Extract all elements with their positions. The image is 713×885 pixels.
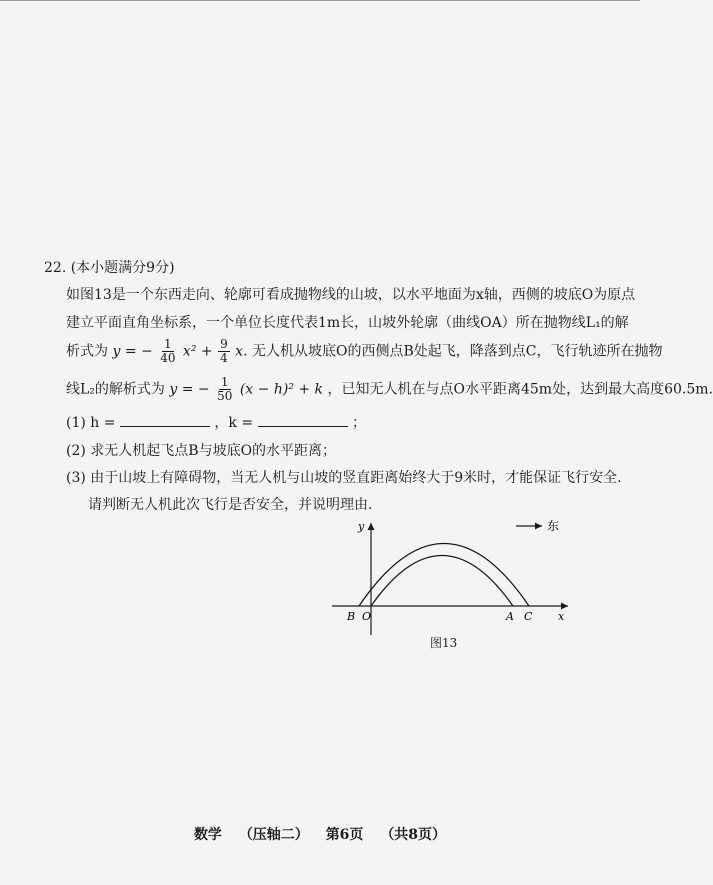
top-border [0, 0, 640, 1]
part-3-line-1: (3) 由于山坡上有障碍物，当无人机与山坡的竖直距离始终大于9米时，才能保证飞行安全. [66, 470, 622, 486]
flight-parabola-l2 [359, 544, 529, 607]
figure-caption: 图13 [430, 636, 458, 650]
point-o-label: O [362, 610, 372, 623]
answer-blank-k[interactable] [258, 414, 348, 427]
x-axis-label: x [558, 610, 565, 623]
stem-line-2: 建立平面直角坐标系，一个单位长度代表1m长，山坡外轮廓（曲线OA）所在抛物线L₁的解 [66, 315, 629, 331]
equation-l1-part-b: x² + [182, 343, 213, 360]
stem-line-4 [66, 376, 713, 403]
fraction-denominator: 40 [160, 351, 176, 365]
stem-line-4-post: ，已知无人机在与点O水平距离45m处，达到最大高度60.5m. [327, 381, 713, 398]
fraction-1-50 [215, 376, 234, 403]
fraction-1-40 [158, 338, 177, 365]
part-1 [66, 412, 366, 432]
fraction-9-4 [218, 338, 230, 365]
part-2: (2) 求无人机起飞点B与坡底O的水平距离； [66, 443, 337, 459]
point-b-label: B [347, 610, 356, 623]
fraction-numerator: 1 [220, 375, 229, 389]
footer-paper: （压轴二） [238, 827, 309, 843]
page-footer [0, 824, 640, 844]
equation-l1-part-c: x. [235, 343, 248, 360]
figure-13 [320, 515, 580, 635]
part-3-line-2: 请判断无人机此次飞行是否安全，并说明理由. [88, 497, 373, 513]
part-1-prefix: (1) h = [66, 415, 116, 431]
stem-line-4-prefix: 线L₂的解析式为 [66, 381, 165, 398]
point-a-label: A [506, 610, 514, 623]
equation-l2-part-a: y = − [169, 381, 210, 398]
equation-l2-part-b: (x − h)² + k [239, 381, 324, 398]
question-header: 22. (本小题满分9分) [44, 260, 175, 276]
footer-subject: 数学 [193, 827, 222, 843]
answer-blank-h[interactable] [120, 414, 210, 427]
stem-line-1: 如图13是一个东西走向、轮廓可看成抛物线的山坡，以水平地面为x轴，西侧的坡底O为原点 [66, 287, 636, 303]
footer-total: （共8页） [380, 827, 447, 843]
y-axis-label: y [358, 520, 365, 533]
fraction-denominator: 4 [220, 351, 228, 365]
fraction-denominator: 50 [217, 389, 233, 403]
stem-line-3 [66, 338, 662, 365]
fraction-numerator: 9 [220, 337, 228, 351]
part-1-mid: ，k = [214, 415, 254, 431]
part-1-post: ； [351, 415, 366, 431]
equation-l1-part-a: y = − [112, 343, 153, 360]
point-c-label: C [524, 610, 533, 623]
stem-line-3-prefix: 析式为 [66, 343, 108, 360]
fraction-numerator: 1 [164, 337, 172, 351]
footer-page: 第6页 [325, 827, 364, 843]
east-label: 东 [547, 519, 560, 533]
stem-line-3-post: 无人机从坡底O的西侧点B处起飞，降落到点C，飞行轨迹所在抛物 [251, 343, 663, 360]
